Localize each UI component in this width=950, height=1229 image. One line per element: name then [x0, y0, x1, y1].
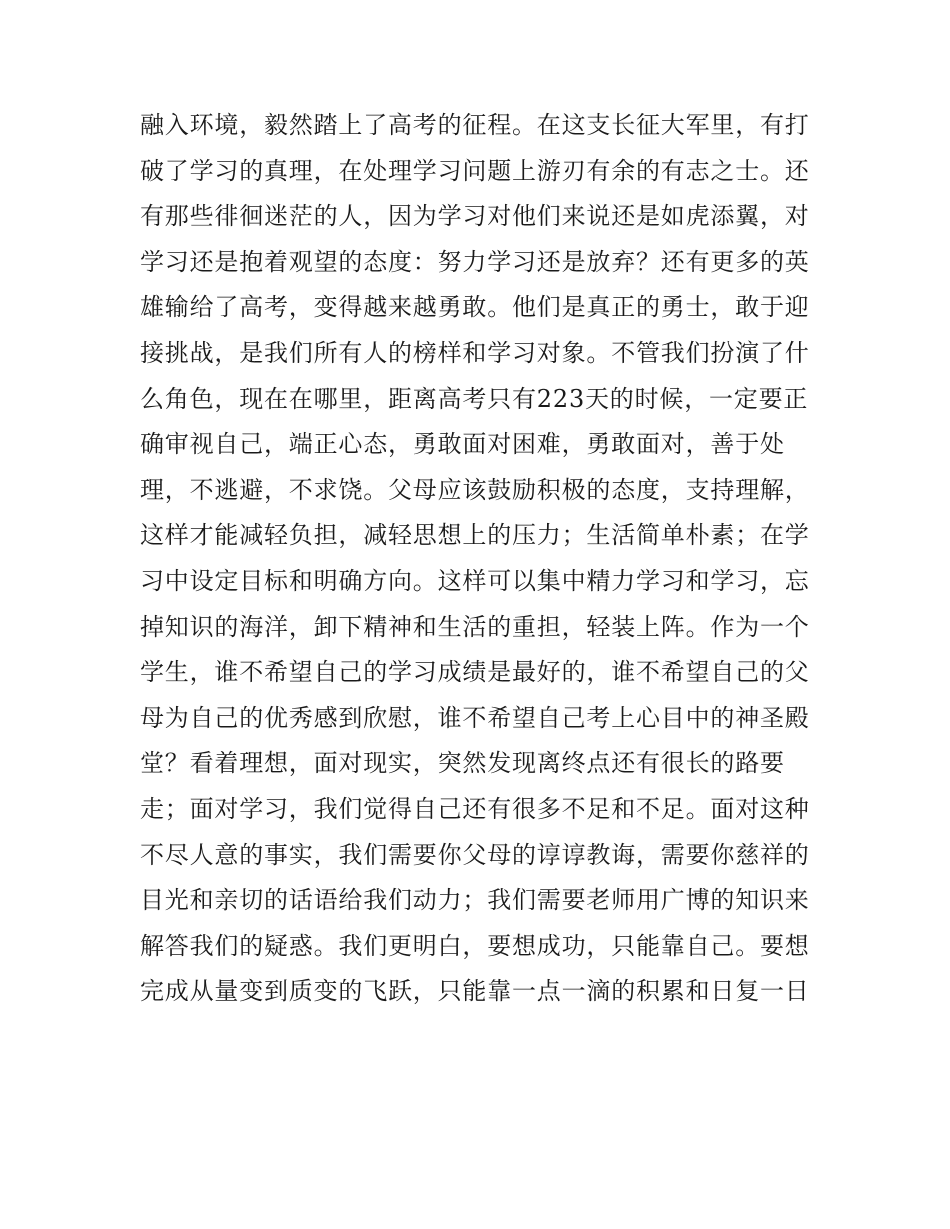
text-line: 走；面对学习，我们觉得自己还有很多不足和不足。面对这种 — [140, 794, 810, 823]
text-line: 破了学习的真理，在处理学习问题上游刃有余的有志之士。还 — [140, 156, 810, 185]
text-line: 理，不逃避，不求饶。父母应该鼓励积极的态度，支持理解， — [140, 475, 810, 504]
text-line: 学习还是抱着观望的态度：努力学习还是放弃？还有更多的英 — [140, 247, 810, 276]
text-line: 这样才能减轻负担，减轻思想上的压力；生活简单朴素；在学 — [140, 521, 810, 550]
text-line: 掉知识的海洋，卸下精神和生活的重担，轻装上阵。作为一个 — [140, 612, 810, 641]
text-line: 不尽人意的事实，我们需要你父母的谆谆教诲，需要你慈祥的 — [140, 840, 810, 869]
text-line: 么角色，现在在哪里，距离高考只有223天的时候，一定要正 — [140, 384, 809, 413]
text-line: 目光和亲切的话语给我们动力；我们需要老师用广博的知识来 — [140, 886, 810, 915]
text-line: 有那些徘徊迷茫的人，因为学习对他们来说还是如虎添翼，对 — [140, 202, 810, 231]
text-line: 堂？看着理想，面对现实，突然发现离终点还有很长的路要 — [140, 749, 785, 778]
text-line: 母为自己的优秀感到欣慰，谁不希望自己考上心目中的神圣殿 — [140, 703, 810, 732]
body-paragraph — [140, 103, 830, 1015]
text-line: 确审视自己，端正心态，勇敢面对困难，勇敢面对，善于处 — [140, 430, 785, 459]
text-line: 完成从量变到质变的飞跃，只能靠一点一滴的积累和日复一日 — [140, 977, 810, 1006]
text-line: 习中设定目标和明确方向。这样可以集中精力学习和学习，忘 — [140, 566, 810, 595]
text-line: 解答我们的疑惑。我们更明白，要想成功，只能靠自己。要想 — [140, 931, 810, 960]
text-line: 接挑战，是我们所有人的榜样和学习对象。不管我们扮演了什 — [140, 338, 810, 367]
text-line: 雄输给了高考，变得越来越勇敢。他们是真正的勇士，敢于迎 — [140, 293, 810, 322]
text-line: 学生，谁不希望自己的学习成绩是最好的，谁不希望自己的父 — [140, 658, 810, 687]
text-line: 融入环境，毅然踏上了高考的征程。在这支长征大军里，有打 — [140, 111, 810, 139]
